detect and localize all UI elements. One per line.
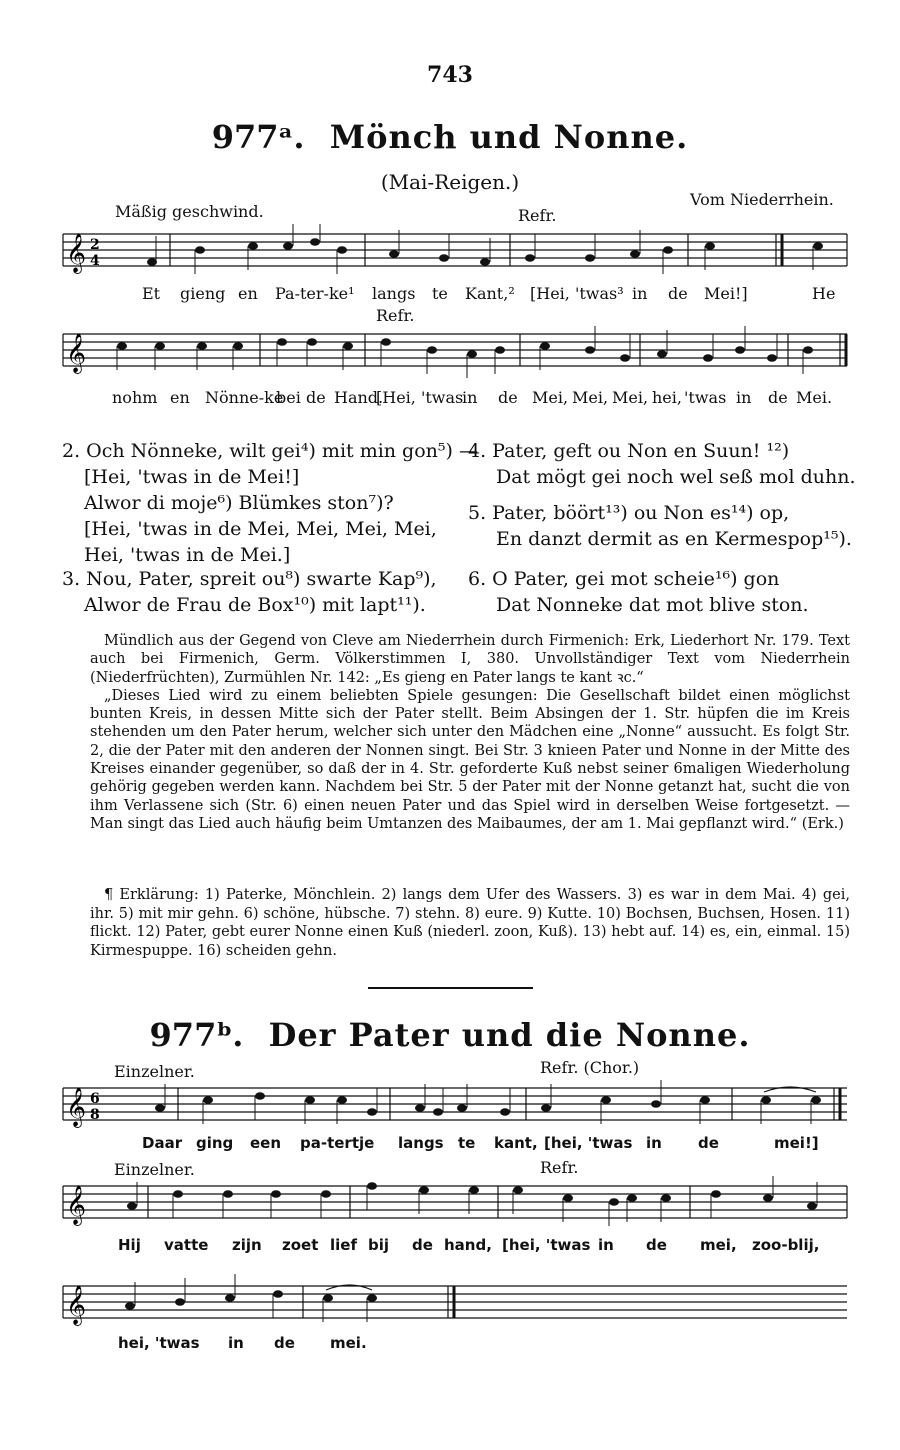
staff-b1 <box>60 1078 850 1134</box>
lyric-syllable: in <box>646 1134 662 1152</box>
lyric-syllable: in <box>462 388 478 407</box>
lyric-syllable: zoet <box>282 1236 319 1254</box>
verse-line: 6. O Pater, gei mot scheie¹⁶) gon <box>468 568 780 590</box>
staff-b2 <box>60 1176 850 1234</box>
lyric-syllable: de <box>698 1134 719 1152</box>
song-a-explanation: ¶ Erklärung: 1) Paterke, Mönchlein. 2) langs dem Ufer des Wassers. 3) es war in dem Mai. 4) gei, ihr. 5) mit mir gehn. 6) schöne, hübsche. 7) stehn. 8) eure. 9) Kutte. 10) Bochsen, Buchsen, Hosen. 11) flickt. 12) Pater, gebt eurer Nonne einen Kuß (niederl. zoon, Kuß). 13) hebt auf. 14) es, ein, einmal. 15) Kirmespuppe. 16) scheiden gehn. <box>90 887 850 959</box>
lyric-syllable: en <box>238 284 258 303</box>
song-b-name: Der Pater und die Nonne. <box>268 1016 751 1054</box>
song-b-title <box>0 1016 900 1054</box>
verse-line: En danzt dermit as en Kermespop¹⁵). <box>496 528 852 550</box>
game-description: „Dieses Lied wird zu einem beliebten Spiele gesungen: Die Gesellschaft bildet einen möglichst bunten Kreis, in dessen Mitte sich der Pater stellt. Beim Absingen der 1. Str. hüpfen die im Kreis stehenden um den Pater herum, welcher sich unter den Mädchen eine „Nonne“ aussucht. Es folgt Str. 2, die der Pater mit den anderen der Nonnen singt. Bei Str. 3 knieen Pater und Nonne in der Mitte des Kreises einander gegenüber, so daß der in 4. Str. geforderte Kuß nebst seiner 6maligen Wiederholung gehörig gegeben werden kann. Nachdem bei Str. 5 der Pater mit der Nonne getanzt hat, sucht die von ihm Verlassene sich (Str. 6) einen neuen Pater und das Spiel wird in derselben Weise fortgesetzt. — Man singt das Lied auch häufig beim Umtanzen des Maibaumes, der am 1. Mai gepflanzt wird.“ (Erk.) <box>90 687 850 832</box>
lyric-syllable: zoo-blij, <box>752 1236 820 1254</box>
lyric-syllable: de <box>646 1236 667 1254</box>
lyric-syllable: langs <box>372 284 416 303</box>
lyric-syllable: nohm <box>112 388 158 407</box>
song-b-label-single-2: Einzelner. <box>114 1160 195 1179</box>
lyric-syllable: Pa-ter-ke¹ <box>275 284 355 303</box>
verse-6 <box>468 566 809 618</box>
lyric-syllable: Daar <box>142 1134 183 1152</box>
lyric-syllable: [Hei, 'twas <box>376 388 464 407</box>
lyric-syllable: Mei, <box>532 388 569 407</box>
song-a-subtitle: (Mai-Reigen.) <box>380 170 520 194</box>
lyric-syllable: hei, 'twas <box>118 1334 200 1352</box>
verse-line: 2. Och Nönneke, wilt gei⁴) mit min gon⁵) — <box>62 440 478 462</box>
song-a-lyrics-line-2 <box>0 388 900 410</box>
song-a-lyrics-line-1 <box>0 284 900 306</box>
lyric-syllable: en <box>170 388 190 407</box>
song-b-label-refr: Refr. <box>540 1158 579 1177</box>
verse-line: 4. Pater, geft ou Non en Suun! ¹²) <box>468 440 790 462</box>
verse-line: Alwor di moje⁶) Blümkes ston⁷)? <box>84 492 394 514</box>
lyric-syllable: ging <box>196 1134 234 1152</box>
lyric-syllable: de <box>498 388 518 407</box>
lyric-syllable: in <box>228 1334 244 1352</box>
svg-text:6: 6 <box>90 1091 100 1107</box>
lyric-syllable: [hei, 'twas <box>544 1134 633 1152</box>
lyric-syllable: Mei!] <box>704 284 748 303</box>
verse-line: [Hei, 'twas in de Mei, Mei, Mei, Mei, <box>84 518 437 540</box>
verse-line: Dat mögt gei noch wel seß mol duhn. <box>496 466 856 488</box>
lyric-syllable: een <box>250 1134 282 1152</box>
lyric-syllable: 'twas <box>684 388 727 407</box>
lyric-syllable: Mei, <box>612 388 649 407</box>
svg-text:2: 2 <box>90 237 100 253</box>
lyric-syllable: in <box>632 284 648 303</box>
lyric-syllable: mei!] <box>774 1134 819 1152</box>
lyric-syllable: kant, <box>494 1134 538 1152</box>
lyric-syllable: [hei, 'twas <box>502 1236 591 1254</box>
page-number: 743 <box>427 62 473 88</box>
song-b-label-refr-chor: Refr. (Chor.) <box>540 1058 640 1077</box>
section-divider <box>368 987 533 989</box>
svg-text:𝄞: 𝄞 <box>66 1285 87 1325</box>
lyric-syllable: zijn <box>232 1236 262 1254</box>
song-a-origin: Vom Niederrhein. <box>690 190 834 209</box>
lyric-syllable: hand, <box>444 1236 492 1254</box>
svg-text:𝄞: 𝄞 <box>66 1185 87 1225</box>
lyric-syllable: Hij <box>118 1236 141 1254</box>
verse-line: Dat Nonneke dat mot blive ston. <box>496 594 809 616</box>
lyric-syllable: in <box>736 388 752 407</box>
lyric-syllable: de <box>668 284 688 303</box>
staff-b3 <box>60 1274 850 1332</box>
svg-text:𝄞: 𝄞 <box>66 233 87 273</box>
lyric-syllable: Mei. <box>796 388 833 407</box>
verse-line: 3. Nou, Pater, spreit ou⁸) swarte Kap⁹), <box>62 568 437 590</box>
verse-2 <box>62 438 478 568</box>
staff-a2 <box>60 322 850 384</box>
lyric-syllable: Nönne-ke <box>205 388 284 407</box>
lyric-syllable: Et <box>142 284 161 303</box>
lyric-syllable: Kant,² <box>465 284 515 303</box>
song-b-number: 977ᵇ. <box>149 1016 244 1054</box>
lyric-syllable: in <box>598 1236 614 1254</box>
lyric-syllable: langs <box>398 1134 444 1152</box>
song-a-name: Mönch und Nonne. <box>329 118 689 156</box>
lyric-syllable: bei <box>276 388 301 407</box>
svg-text:8: 8 <box>90 1107 100 1123</box>
verse-line: Alwor de Frau de Box¹⁰) mit lapt¹¹). <box>84 594 426 616</box>
song-a-refr-label-1: Refr. <box>518 206 557 225</box>
lyric-syllable: de <box>768 388 788 407</box>
verse-line: Hei, 'twas in de Mei.] <box>84 544 291 566</box>
verse-5 <box>468 500 852 552</box>
lyric-syllable: bij <box>368 1236 390 1254</box>
source-note: Mündlich aus der Gegend von Cleve am Niederrhein durch Firmenich: Erk, Liederhort Nr. 179. Text auch bei Firmenich, Germ. Völkerstimmen I, 380. Unvollständiger Text vom Niederrhein (Niederfrüchten), Zurmühlen Nr. 142: „Es gieng en Pater langs te kant ꝛc.“ <box>90 633 850 686</box>
song-b-lyrics-line-1 <box>0 1134 900 1156</box>
lyric-syllable: te <box>458 1134 476 1152</box>
song-b-lyrics-line-3 <box>0 1334 900 1356</box>
song-a-notes <box>90 632 850 833</box>
song-b-label-single-1: Einzelner. <box>114 1062 195 1081</box>
verse-line: 5. Pater, böört¹³) ou Non es¹⁴) op, <box>468 502 790 524</box>
verse-3 <box>62 566 437 618</box>
song-a-number: 977ᵃ. <box>211 118 305 156</box>
lyric-syllable: Hand. <box>334 388 384 407</box>
lyric-syllable: te <box>432 284 448 303</box>
lyric-syllable: mei, <box>700 1236 737 1254</box>
lyric-syllable: mei. <box>330 1334 367 1352</box>
verse-line: [Hei, 'twas in de Mei!] <box>84 466 300 488</box>
song-a-tempo: Mäßig geschwind. <box>115 202 264 221</box>
verse-4 <box>468 438 855 490</box>
lyric-syllable: gieng <box>180 284 226 303</box>
lyric-syllable: de <box>412 1236 433 1254</box>
lyric-syllable: de <box>274 1334 295 1352</box>
staff-a1 <box>60 224 850 284</box>
svg-text:𝄞: 𝄞 <box>66 1087 87 1127</box>
lyric-syllable: de <box>306 388 326 407</box>
svg-text:4: 4 <box>90 253 100 269</box>
lyric-syllable: vatte <box>164 1236 209 1254</box>
song-a-title <box>0 118 900 156</box>
song-b-lyrics-line-2 <box>0 1236 900 1258</box>
lyric-syllable: pa-tertje <box>300 1134 375 1152</box>
lyric-syllable: [Hei, 'twas³ <box>530 284 624 303</box>
song-a-refr-label-2: Refr. <box>376 306 415 325</box>
lyric-syllable: hei, <box>652 388 682 407</box>
lyric-syllable: He <box>812 284 836 303</box>
lyric-syllable: lief <box>330 1236 357 1254</box>
svg-text:𝄞: 𝄞 <box>66 333 87 373</box>
lyric-syllable: Mei, <box>572 388 609 407</box>
